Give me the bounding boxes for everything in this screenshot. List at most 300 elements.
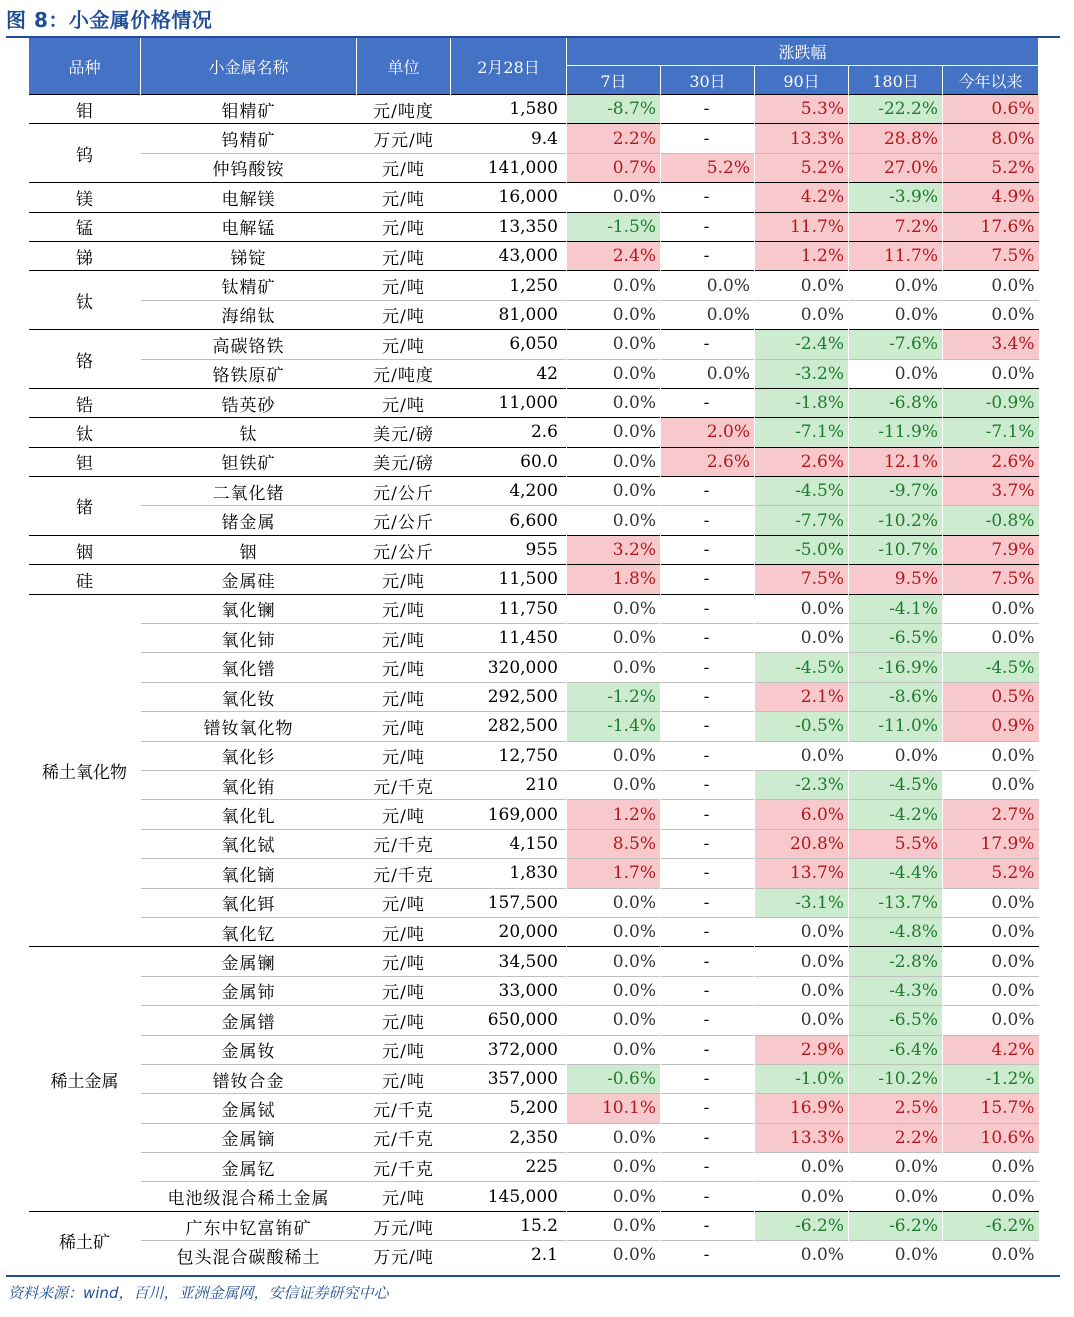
change-cell: -7.7%	[755, 506, 849, 535]
change-cell: 11.7%	[849, 241, 943, 270]
change-cell: 0.0%	[567, 506, 661, 535]
change-cell: 0.0%	[849, 271, 943, 300]
category-cell: 锆	[29, 388, 141, 417]
unit-cell: 元/吨	[357, 565, 451, 594]
change-cell: 0.0%	[755, 1241, 849, 1270]
change-cell: 0.0%	[567, 183, 661, 212]
table-row	[29, 888, 1039, 917]
table-row	[29, 1153, 1039, 1182]
name-cell: 金属镧	[141, 947, 357, 976]
price-cell: 20,000	[451, 917, 567, 946]
change-cell: 7.9%	[943, 535, 1039, 564]
change-cell: -	[661, 682, 755, 711]
change-cell: 0.0%	[567, 388, 661, 417]
price-cell: 11,500	[451, 565, 567, 594]
change-cell: 0.0%	[755, 300, 849, 329]
change-cell: 0.0%	[943, 1182, 1039, 1211]
change-cell: 0.0%	[943, 770, 1039, 799]
category-cell: 钛	[29, 418, 141, 447]
name-cell: 钨精矿	[141, 124, 357, 153]
price-cell: 60.0	[451, 447, 567, 476]
change-cell: 7.5%	[755, 565, 849, 594]
change-cell: -	[661, 241, 755, 270]
change-cell: -0.8%	[943, 506, 1039, 535]
change-cell: -	[661, 741, 755, 770]
unit-cell: 元/吨	[357, 594, 451, 623]
change-cell: 0.0%	[567, 976, 661, 1005]
header-price: 2月28日	[451, 38, 567, 95]
name-cell: 锑锭	[141, 241, 357, 270]
name-cell: 铟	[141, 535, 357, 564]
price-cell: 357,000	[451, 1064, 567, 1093]
change-cell: -	[661, 506, 755, 535]
header-name: 小金属名称	[141, 38, 357, 95]
change-cell: 0.0%	[849, 741, 943, 770]
table-row	[29, 241, 1039, 270]
change-cell: 4.2%	[755, 183, 849, 212]
change-cell: -	[661, 330, 755, 359]
unit-cell: 元/吨	[357, 947, 451, 976]
change-cell: 0.0%	[661, 300, 755, 329]
metal-price-table	[28, 38, 1039, 1270]
change-cell: 0.0%	[943, 917, 1039, 946]
change-cell: 5.5%	[849, 829, 943, 858]
change-cell: -1.2%	[567, 682, 661, 711]
table-row	[29, 1094, 1039, 1123]
change-cell: -7.1%	[755, 418, 849, 447]
table-row	[29, 682, 1039, 711]
price-cell: 169,000	[451, 800, 567, 829]
change-cell: 0.0%	[567, 947, 661, 976]
change-cell: 4.9%	[943, 183, 1039, 212]
change-cell: 0.0%	[943, 741, 1039, 770]
unit-cell: 元/吨	[357, 917, 451, 946]
change-cell: -	[661, 1006, 755, 1035]
table-row	[29, 1064, 1039, 1093]
price-cell: 2.1	[451, 1241, 567, 1270]
change-cell: -	[661, 829, 755, 858]
table-row	[29, 124, 1039, 153]
change-cell: -4.8%	[849, 917, 943, 946]
change-cell: -	[661, 1094, 755, 1123]
change-cell: -22.2%	[849, 95, 943, 124]
header-period-ytd: 今年以来	[943, 66, 1039, 95]
table-row	[29, 1211, 1039, 1240]
name-cell: 氧化镨	[141, 653, 357, 682]
change-cell: 2.0%	[661, 418, 755, 447]
change-cell: 2.4%	[567, 241, 661, 270]
table-row	[29, 506, 1039, 535]
change-cell: 15.7%	[943, 1094, 1039, 1123]
table-row	[29, 917, 1039, 946]
change-cell: -	[661, 565, 755, 594]
change-cell: 0.5%	[943, 682, 1039, 711]
change-cell: -3.1%	[755, 888, 849, 917]
name-cell: 钽铁矿	[141, 447, 357, 476]
name-cell: 氧化铈	[141, 624, 357, 653]
price-cell: 43,000	[451, 241, 567, 270]
table-row	[29, 330, 1039, 359]
change-cell: 0.0%	[849, 1153, 943, 1182]
unit-cell: 元/千克	[357, 829, 451, 858]
change-cell: 2.6%	[661, 447, 755, 476]
change-cell: 0.0%	[755, 1182, 849, 1211]
table-row	[29, 565, 1039, 594]
change-cell: -	[661, 212, 755, 241]
category-cell: 稀土金属	[29, 947, 141, 1212]
table-row	[29, 1035, 1039, 1064]
change-cell: -2.4%	[755, 330, 849, 359]
change-cell: 0.0%	[943, 1006, 1039, 1035]
unit-cell: 元/吨	[357, 388, 451, 417]
change-cell: -4.5%	[755, 653, 849, 682]
price-cell: 33,000	[451, 976, 567, 1005]
change-cell: 0.0%	[943, 359, 1039, 388]
change-cell: 0.0%	[849, 300, 943, 329]
price-cell: 372,000	[451, 1035, 567, 1064]
change-cell: -	[661, 917, 755, 946]
category-cell: 铟	[29, 535, 141, 564]
unit-cell: 元/吨	[357, 653, 451, 682]
table-row	[29, 770, 1039, 799]
change-cell: 1.2%	[755, 241, 849, 270]
price-cell: 34,500	[451, 947, 567, 976]
unit-cell: 万元/吨	[357, 1211, 451, 1240]
change-cell: 10.1%	[567, 1094, 661, 1123]
table-row	[29, 829, 1039, 858]
price-cell: 11,000	[451, 388, 567, 417]
change-cell: -4.1%	[849, 594, 943, 623]
change-cell: 17.6%	[943, 212, 1039, 241]
change-cell: 0.0%	[943, 888, 1039, 917]
price-cell: 81,000	[451, 300, 567, 329]
category-cell: 稀土氧化物	[29, 594, 141, 947]
table-row	[29, 447, 1039, 476]
table-row	[29, 594, 1039, 623]
name-cell: 广东中钇富铕矿	[141, 1211, 357, 1240]
unit-cell: 元/吨	[357, 330, 451, 359]
change-cell: 0.0%	[567, 594, 661, 623]
change-cell: 8.0%	[943, 124, 1039, 153]
change-cell: 0.0%	[943, 976, 1039, 1005]
unit-cell: 元/吨	[357, 300, 451, 329]
name-cell: 金属硅	[141, 565, 357, 594]
unit-cell: 元/公斤	[357, 535, 451, 564]
change-cell: -1.8%	[755, 388, 849, 417]
name-cell: 氧化钐	[141, 741, 357, 770]
change-cell: -4.4%	[849, 859, 943, 888]
change-cell: 0.0%	[567, 300, 661, 329]
unit-cell: 元/千克	[357, 770, 451, 799]
name-cell: 金属钕	[141, 1035, 357, 1064]
change-cell: 0.0%	[755, 1006, 849, 1035]
header-change-group: 涨跌幅	[567, 38, 1039, 66]
name-cell: 金属铈	[141, 976, 357, 1005]
change-cell: 0.0%	[567, 477, 661, 506]
unit-cell: 元/千克	[357, 1123, 451, 1152]
category-cell: 钼	[29, 95, 141, 124]
change-cell: 7.5%	[943, 241, 1039, 270]
name-cell: 镨钕合金	[141, 1064, 357, 1093]
name-cell: 氧化钆	[141, 800, 357, 829]
change-cell: 0.0%	[755, 741, 849, 770]
table-row	[29, 653, 1039, 682]
change-cell: -	[661, 1153, 755, 1182]
price-cell: 145,000	[451, 1182, 567, 1211]
price-cell: 955	[451, 535, 567, 564]
unit-cell: 元/吨	[357, 888, 451, 917]
price-cell: 157,500	[451, 888, 567, 917]
name-cell: 海绵钛	[141, 300, 357, 329]
change-cell: 0.0%	[943, 594, 1039, 623]
table-row	[29, 1123, 1039, 1152]
change-cell: 0.0%	[755, 594, 849, 623]
price-cell: 9.4	[451, 124, 567, 153]
change-cell: 1.8%	[567, 565, 661, 594]
name-cell: 钼精矿	[141, 95, 357, 124]
change-cell: 0.0%	[567, 1182, 661, 1211]
table-row	[29, 741, 1039, 770]
change-cell: 0.0%	[849, 359, 943, 388]
change-cell: -1.0%	[755, 1064, 849, 1093]
source-note: 资料来源：wind，百川，亚洲金属网，安信证券研究中心	[8, 1284, 389, 1302]
table-row	[29, 183, 1039, 212]
table-row	[29, 712, 1039, 741]
change-cell: -6.8%	[849, 388, 943, 417]
change-cell: 2.6%	[755, 447, 849, 476]
change-cell: 0.0%	[755, 624, 849, 653]
name-cell: 氧化镝	[141, 859, 357, 888]
change-cell: -3.9%	[849, 183, 943, 212]
name-cell: 包头混合碳酸稀土	[141, 1241, 357, 1270]
unit-cell: 元/吨	[357, 212, 451, 241]
price-cell: 42	[451, 359, 567, 388]
change-cell: -	[661, 95, 755, 124]
change-cell: -0.5%	[755, 712, 849, 741]
change-cell: 28.8%	[849, 124, 943, 153]
change-cell: 13.3%	[755, 1123, 849, 1152]
change-cell: -	[661, 477, 755, 506]
change-cell: -4.2%	[849, 800, 943, 829]
change-cell: 3.7%	[943, 477, 1039, 506]
change-cell: 1.2%	[567, 800, 661, 829]
change-cell: -0.9%	[943, 388, 1039, 417]
name-cell: 氧化钕	[141, 682, 357, 711]
name-cell: 高碳铬铁	[141, 330, 357, 359]
price-cell: 6,600	[451, 506, 567, 535]
category-cell: 硅	[29, 565, 141, 594]
change-cell: -11.9%	[849, 418, 943, 447]
price-cell: 16,000	[451, 183, 567, 212]
name-cell: 金属铽	[141, 1094, 357, 1123]
price-cell: 282,500	[451, 712, 567, 741]
unit-cell: 万元/吨	[357, 1241, 451, 1270]
name-cell: 电解镁	[141, 183, 357, 212]
change-cell: 0.0%	[849, 1241, 943, 1270]
change-cell: -	[661, 800, 755, 829]
figure-title: 图 8：小金属价格情况	[6, 8, 213, 32]
change-cell: 0.0%	[943, 271, 1039, 300]
unit-cell: 元/吨度	[357, 359, 451, 388]
change-cell: -2.8%	[849, 947, 943, 976]
change-cell: 0.0%	[567, 653, 661, 682]
name-cell: 镨钕氧化物	[141, 712, 357, 741]
header-unit: 单位	[357, 38, 451, 95]
unit-cell: 元/吨	[357, 682, 451, 711]
change-cell: 5.2%	[755, 153, 849, 182]
change-cell: 0.0%	[567, 271, 661, 300]
change-cell: 2.2%	[849, 1123, 943, 1152]
unit-cell: 元/千克	[357, 1153, 451, 1182]
price-cell: 11,450	[451, 624, 567, 653]
unit-cell: 元/吨	[357, 800, 451, 829]
change-cell: 2.9%	[755, 1035, 849, 1064]
change-cell: 0.9%	[943, 712, 1039, 741]
name-cell: 仲钨酸铵	[141, 153, 357, 182]
change-cell: 5.2%	[661, 153, 755, 182]
change-cell: 27.0%	[849, 153, 943, 182]
change-cell: 0.0%	[567, 1241, 661, 1270]
change-cell: -	[661, 1123, 755, 1152]
change-cell: 12.1%	[849, 447, 943, 476]
change-cell: 2.7%	[943, 800, 1039, 829]
change-cell: -13.7%	[849, 888, 943, 917]
change-cell: 0.0%	[567, 917, 661, 946]
name-cell: 钛精矿	[141, 271, 357, 300]
header-period-180d: 180日	[849, 66, 943, 95]
price-cell: 13,350	[451, 212, 567, 241]
unit-cell: 万元/吨	[357, 124, 451, 153]
change-cell: 0.0%	[567, 770, 661, 799]
unit-cell: 元/吨	[357, 712, 451, 741]
price-cell: 292,500	[451, 682, 567, 711]
price-cell: 6,050	[451, 330, 567, 359]
price-cell: 1,580	[451, 95, 567, 124]
name-cell: 金属镨	[141, 1006, 357, 1035]
change-cell: -3.2%	[755, 359, 849, 388]
change-cell: 5.2%	[943, 859, 1039, 888]
unit-cell: 元/公斤	[357, 477, 451, 506]
change-cell: -1.2%	[943, 1064, 1039, 1093]
change-cell: 0.0%	[943, 1241, 1039, 1270]
price-cell: 2,350	[451, 1123, 567, 1152]
unit-cell: 美元/磅	[357, 447, 451, 476]
change-cell: 2.5%	[849, 1094, 943, 1123]
change-cell: -	[661, 976, 755, 1005]
change-cell: 0.0%	[849, 1182, 943, 1211]
table-row	[29, 800, 1039, 829]
price-cell: 141,000	[451, 153, 567, 182]
header-category: 品种	[29, 38, 141, 95]
change-cell: 0.0%	[567, 1153, 661, 1182]
table-row	[29, 477, 1039, 506]
unit-cell: 元/吨	[357, 1035, 451, 1064]
bottom-rule	[6, 1275, 1060, 1277]
change-cell: 13.3%	[755, 124, 849, 153]
change-cell: 5.2%	[943, 153, 1039, 182]
name-cell: 二氧化锗	[141, 477, 357, 506]
change-cell: -4.5%	[849, 770, 943, 799]
change-cell: 0.0%	[755, 917, 849, 946]
unit-cell: 元/吨	[357, 183, 451, 212]
price-cell: 4,200	[451, 477, 567, 506]
change-cell: 20.8%	[755, 829, 849, 858]
name-cell: 氧化钇	[141, 917, 357, 946]
change-cell: 0.0%	[567, 741, 661, 770]
unit-cell: 元/吨	[357, 976, 451, 1005]
change-cell: -	[661, 712, 755, 741]
name-cell: 电解锰	[141, 212, 357, 241]
change-cell: -	[661, 183, 755, 212]
change-cell: 2.1%	[755, 682, 849, 711]
header-period-30d: 30日	[661, 66, 755, 95]
category-cell: 锗	[29, 477, 141, 536]
change-cell: 1.7%	[567, 859, 661, 888]
price-cell: 1,250	[451, 271, 567, 300]
change-cell: -	[661, 888, 755, 917]
category-cell: 钽	[29, 447, 141, 476]
unit-cell: 元/吨	[357, 1064, 451, 1093]
change-cell: -16.9%	[849, 653, 943, 682]
name-cell: 锆英砂	[141, 388, 357, 417]
change-cell: 0.6%	[943, 95, 1039, 124]
table-row	[29, 1006, 1039, 1035]
category-cell: 铬	[29, 330, 141, 389]
change-cell: 0.0%	[567, 1123, 661, 1152]
change-cell: 3.4%	[943, 330, 1039, 359]
unit-cell: 元/吨	[357, 153, 451, 182]
change-cell: -6.5%	[849, 624, 943, 653]
unit-cell: 元/公斤	[357, 506, 451, 535]
change-cell: 13.7%	[755, 859, 849, 888]
name-cell: 钛	[141, 418, 357, 447]
change-cell: -	[661, 594, 755, 623]
change-cell: 0.0%	[755, 947, 849, 976]
change-cell: 8.5%	[567, 829, 661, 858]
change-cell: 0.0%	[943, 1153, 1039, 1182]
name-cell: 氧化镧	[141, 594, 357, 623]
change-cell: 0.0%	[567, 330, 661, 359]
change-cell: 0.0%	[567, 418, 661, 447]
change-cell: -8.6%	[849, 682, 943, 711]
table-row	[29, 300, 1039, 329]
table-row	[29, 95, 1039, 124]
change-cell: -10.2%	[849, 506, 943, 535]
change-cell: -4.5%	[755, 477, 849, 506]
unit-cell: 元/吨	[357, 741, 451, 770]
table-row	[29, 1241, 1039, 1270]
change-cell: 0.0%	[943, 300, 1039, 329]
table-row	[29, 359, 1039, 388]
unit-cell: 元/吨	[357, 241, 451, 270]
change-cell: -	[661, 535, 755, 564]
change-cell: 0.0%	[567, 888, 661, 917]
change-cell: 4.2%	[943, 1035, 1039, 1064]
unit-cell: 元/吨	[357, 1006, 451, 1035]
table-row	[29, 859, 1039, 888]
change-cell: -	[661, 1035, 755, 1064]
change-cell: -	[661, 770, 755, 799]
change-cell: -1.4%	[567, 712, 661, 741]
price-cell: 15.2	[451, 1211, 567, 1240]
change-cell: -6.2%	[755, 1211, 849, 1240]
price-cell: 2.6	[451, 418, 567, 447]
category-cell: 稀土矿	[29, 1211, 141, 1269]
change-cell: 0.0%	[661, 271, 755, 300]
change-cell: 11.7%	[755, 212, 849, 241]
unit-cell: 元/吨度	[357, 95, 451, 124]
table-row	[29, 418, 1039, 447]
